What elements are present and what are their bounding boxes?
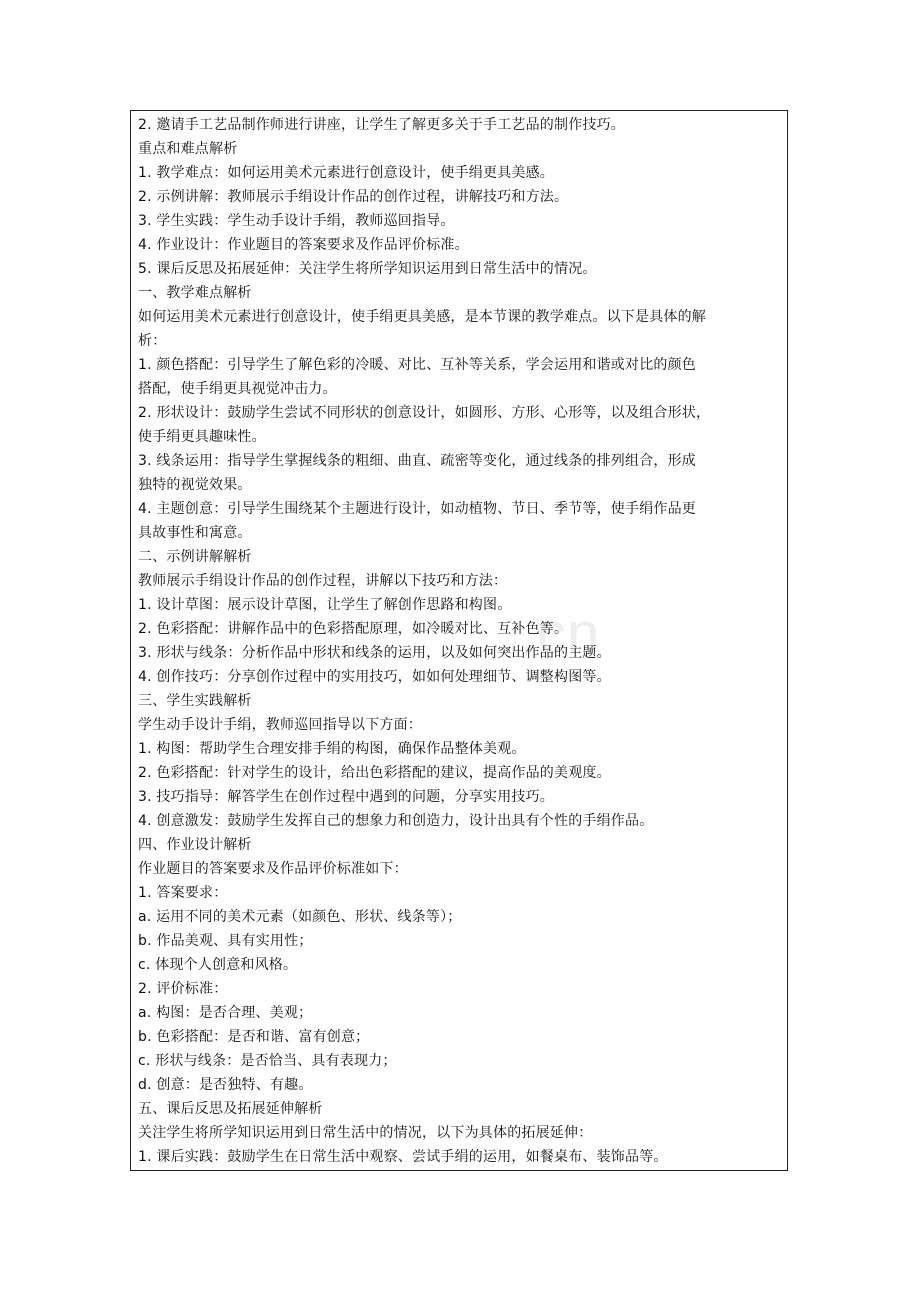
- text-line: 2. 邀请手工艺品制作师进行讲座，让学生了解更多关于手工艺品的制作技巧。: [138, 117, 626, 133]
- text-line: 1. 教学难点：如何运用美术元素进行创意设计，使手绢更具美感。: [138, 165, 555, 181]
- text-line: 3. 技巧指导：解答学生在创作过程中遇到的问题，分享实用技巧。: [138, 789, 555, 805]
- section-heading: 一、教学难点解析: [138, 285, 252, 301]
- section-heading: 五、课后反思及拓展延伸解析: [138, 1101, 323, 1117]
- text-line: 1. 颜色搭配：引导学生了解色彩的冷暖、对比、互补等关系，学会运用和谐或对比的颜色: [138, 357, 697, 373]
- document-body: [138, 113, 786, 1169]
- text-line: 析：: [138, 333, 167, 349]
- text-line: b. 作品美观、具有实用性；: [138, 933, 313, 949]
- text-line: 学生动手设计手绢，教师巡回指导以下方面：: [138, 717, 422, 733]
- text-line: 具故事性和寓意。: [138, 525, 252, 541]
- text-line: 4. 作业设计：作业题目的答案要求及作品评价标准。: [138, 237, 469, 253]
- text-line: a. 构图：是否合理、美观；: [138, 1005, 313, 1021]
- text-line: 3. 学生实践：学生动手设计手绢，教师巡回指导。: [138, 213, 455, 229]
- text-line: d. 创意：是否独特、有趣。: [138, 1077, 313, 1093]
- text-line: 2. 示例讲解：教师展示手绢设计作品的创作过程，讲解技巧和方法。: [138, 189, 569, 205]
- text-line: 1. 课后实践：鼓励学生在日常生活中观察、尝试手绢的运用，如餐桌布、装饰品等。: [138, 1149, 668, 1165]
- text-line: a. 运用不同的美术元素（如颜色、形状、线条等）；: [138, 909, 462, 925]
- text-line: 使手绢更具趣味性。: [138, 429, 266, 445]
- section-heading: 四、作业设计解析: [138, 837, 252, 853]
- text-line: 关注学生将所学知识运用到日常生活中的情况，以下为具体的拓展延伸：: [138, 1125, 593, 1141]
- text-line: 搭配，使手绢更具视觉冲击力。: [138, 381, 337, 397]
- text-line: 1. 设计草图：展示设计草图，让学生了解创作思路和构图。: [138, 597, 512, 613]
- text-line: 3. 形状与线条：分析作品中形状和线条的运用，以及如何突出作品的主题。: [138, 645, 611, 661]
- text-line: 教师展示手绢设计作品的创作过程，讲解以下技巧和方法：: [138, 573, 508, 589]
- text-line: 3. 线条运用：指导学生掌握线条的粗细、曲直、疏密等变化，通过线条的排列组合，形成: [138, 453, 697, 469]
- text-line: b. 色彩搭配：是否和谐、富有创意；: [138, 1029, 370, 1045]
- text-line: 1. 构图：帮助学生合理安排手绢的构图，确保作品整体美观。: [138, 741, 526, 757]
- section-heading: 三、学生实践解析: [138, 693, 252, 709]
- text-line: c. 形状与线条：是否恰当、具有表现力；: [138, 1053, 397, 1069]
- section-heading: 重点和难点解析: [138, 141, 238, 157]
- watermark: .cn: [520, 601, 601, 666]
- text-line: 2. 形状设计：鼓励学生尝试不同形状的创意设计，如圆形、方形、心形等，以及组合形状，: [138, 405, 711, 421]
- text-line: 4. 创作技巧：分享创作过程中的实用技巧，如如何处理细节、调整构图等。: [138, 669, 611, 685]
- text-line: 如何运用美术元素进行创意设计，使手绢更具美感，是本节课的教学难点。以下是具体的解: [138, 309, 706, 325]
- text-line: 2. 色彩搭配：针对学生的设计，给出色彩搭配的建议，提高作品的美观度。: [138, 765, 611, 781]
- text-line: 独特的视觉效果。: [138, 477, 252, 493]
- text-line: c. 体现个人创意和风格。: [138, 957, 298, 973]
- text-line: 4. 创意激发：鼓励学生发挥自己的想象力和创造力，设计出具有个性的手绢作品。: [138, 813, 654, 829]
- text-line: 5. 课后反思及拓展延伸：关注学生将所学知识运用到日常生活中的情况。: [138, 261, 597, 277]
- text-line: 1. 答案要求：: [138, 885, 228, 901]
- text-line: 4. 主题创意：引导学生围绕某个主题进行设计，如动植物、节日、季节等，使手绢作品更: [138, 501, 697, 517]
- text-line: 2. 评价标准：: [138, 981, 228, 997]
- section-heading: 二、示例讲解解析: [138, 549, 252, 565]
- text-line: 2. 色彩搭配：讲解作品中的色彩搭配原理，如冷暖对比、互补色等。: [138, 621, 569, 637]
- text-line: 作业题目的答案要求及作品评价标准如下：: [138, 861, 408, 877]
